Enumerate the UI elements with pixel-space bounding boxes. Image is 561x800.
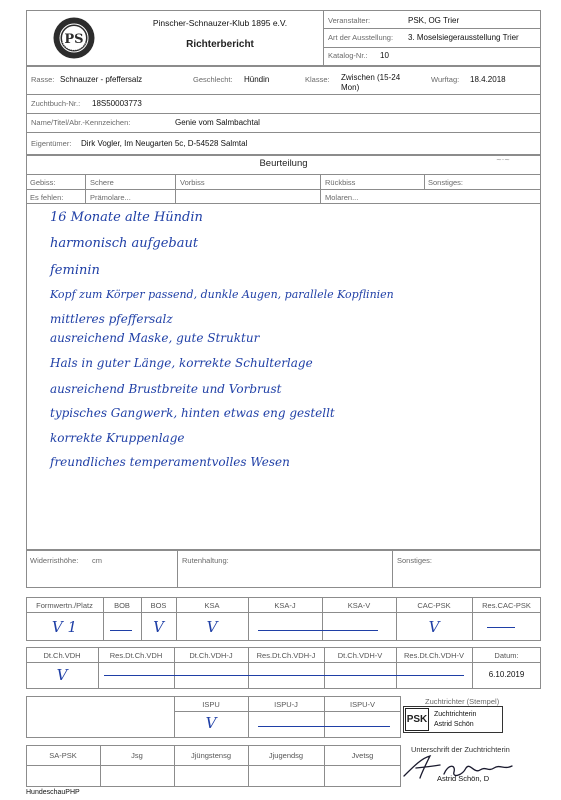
- eigentuemer-label: Eigentümer:: [31, 139, 72, 148]
- sonstiges-label: Sonstiges:: [428, 178, 464, 187]
- stamp-line-1: Zuchtrichterin: [434, 711, 477, 718]
- col-header-dt-ch-vdh-j: Dt.Ch.VDH-J: [189, 651, 233, 660]
- svg-text:PS: PS: [64, 32, 84, 47]
- gebiss-label: Gebiss:: [30, 178, 56, 187]
- col-header-ispu-v: ISPU-V: [349, 700, 375, 709]
- mark-ispu-dash: [258, 726, 390, 727]
- col-header-res-cac-psk: Res.CAC-PSK: [482, 601, 531, 610]
- col-header-jsg: Jsg: [131, 751, 143, 760]
- widerrist-label: Widerristhöhe:: [30, 556, 79, 565]
- vorbiss-label: Vorbiss: [180, 178, 205, 187]
- evaluation-line: Hals in guter Länge, korrekte Schulterlage: [50, 356, 313, 370]
- klasse-value-line2: Mon): [341, 83, 360, 92]
- mark-ispu: V: [205, 714, 217, 732]
- mark-formwert: V 1: [51, 618, 78, 636]
- stamp-line-2: Astrid Schön: [434, 721, 474, 728]
- evaluation-line: ausreichend Maske, gute Struktur: [50, 331, 260, 345]
- col-header-ispu-j: ISPU-J: [274, 700, 298, 709]
- col-header-bos: BOS: [150, 601, 167, 610]
- signature-name: Astrid Schön, D: [437, 774, 490, 783]
- col-header-jjuengstensg: Jjüngstensg: [190, 751, 232, 760]
- col-header-bob: BOB: [114, 601, 130, 610]
- col-header-jvetsg: Jvetsg: [351, 751, 374, 760]
- document-title: Richterbericht: [186, 39, 254, 50]
- signature-label: Unterschrift der Zuchtrichterin: [411, 745, 510, 754]
- mark-row2-dash: [104, 675, 464, 676]
- wurftag-label: Wurftag:: [431, 75, 460, 84]
- geschlecht-label: Geschlecht:: [193, 75, 233, 84]
- col-header-sa-psk: SA-PSK: [49, 751, 77, 760]
- rutenhaltung-label: Rutenhaltung:: [182, 556, 229, 565]
- mark-ksa: V: [206, 618, 218, 636]
- mark-cac-psk: V: [428, 618, 440, 636]
- ausstellung-label: Art der Ausstellung:: [328, 33, 394, 42]
- evaluation-line: mittleres pfeffersalz: [50, 312, 173, 326]
- schere-label: Schere: [90, 178, 114, 187]
- col-header-dt-ch-vdh: Dt.Ch.VDH: [43, 651, 81, 660]
- veranstalter-value: PSK, OG Trier: [408, 16, 460, 25]
- margin-scribble: ~·~: [496, 156, 510, 164]
- evaluation-line: typisches Gangwerk, hinten etwas eng gestellt: [50, 406, 335, 420]
- name-label: Name/Titel/Abr.-Kennzeichen:: [31, 118, 131, 127]
- col-header-res-dt-ch-vdh-v: Res.Dt.Ch.VDH-V: [403, 651, 464, 660]
- col-header-ksa-j: KSA-J: [274, 601, 296, 610]
- evaluation-line: ausreichend Brustbreite und Vorbrust: [50, 382, 282, 396]
- datum-value: 6.10.2019: [488, 670, 525, 679]
- rueckbiss-label: Rückbiss: [325, 178, 356, 187]
- praemolare-label: Prämolare...: [90, 193, 131, 202]
- cm-label: cm: [92, 556, 102, 565]
- club-logo-icon: [52, 16, 96, 60]
- mark-bob-dash: [110, 630, 132, 631]
- rasse-value: Schnauzer - pfeffersalz: [60, 75, 143, 84]
- mark-ksa-j-dash: [258, 630, 378, 631]
- evaluation-line: korrekte Kruppenlage: [50, 431, 185, 445]
- veranstalter-label: Veranstalter:: [328, 16, 371, 25]
- mark-res-cac-dash: [487, 627, 515, 628]
- stamp-logo: PSK: [405, 708, 429, 731]
- col-header-datum: Datum:: [494, 651, 519, 660]
- klasse-label: Klasse:: [305, 75, 330, 84]
- evaluation-line: Kopf zum Körper passend, dunkle Augen, parallele Kopflinien: [50, 288, 394, 301]
- evaluation-line: feminin: [50, 263, 100, 278]
- col-header-dt-ch-vdh-v: Dt.Ch.VDH-V: [337, 651, 383, 660]
- eigentuemer-value: Dirk Vogler, Im Neugarten 5c, D-54528 Salmtal: [81, 139, 248, 148]
- katalog-label: Katalog-Nr.:: [328, 51, 368, 60]
- katalog-value: 10: [380, 51, 389, 60]
- geschlecht-value: Hündin: [244, 75, 270, 84]
- zuchtbuch-label: Zuchtbuch-Nr.:: [31, 99, 81, 108]
- col-header-res-dt-ch-vdh-j: Res.Dt.Ch.VDH-J: [256, 651, 316, 660]
- col-header-cac-psk: CAC-PSK: [417, 601, 451, 610]
- col-header-jjugendsg: Jjugendsg: [268, 751, 304, 760]
- name-value: Genie vom Salmbachtal: [175, 118, 260, 127]
- evaluation-line: freundliches temperamentvolles Wesen: [50, 455, 290, 469]
- col-header-ksa-v: KSA-V: [347, 601, 371, 610]
- measures-sonstiges-label: Sonstiges:: [397, 556, 433, 565]
- rasse-label: Rasse:: [31, 75, 55, 84]
- es-fehlen-label: Es fehlen:: [30, 193, 64, 202]
- mark-dt-ch-vdh: V: [56, 666, 68, 684]
- measures-box: [26, 550, 541, 588]
- ausstellung-value: 3. Moselsiegerausstellung Trier: [408, 33, 519, 42]
- evaluation-line: 16 Monate alte Hündin: [50, 210, 203, 225]
- klasse-value-line1: Zwischen (15-24: [341, 73, 401, 82]
- footer-text: HundeschauPHP: [26, 789, 80, 796]
- col-header-res-dt-ch-vdh: Res.Dt.Ch.VDH: [109, 651, 163, 660]
- col-header-formwert: Formwertn./Platz: [36, 601, 93, 610]
- col-header-ksa: KSA: [204, 601, 220, 610]
- wurftag-value: 18.4.2018: [470, 75, 506, 84]
- mark-bos: V: [153, 618, 164, 636]
- beurteilung-title: Beurteilung: [259, 158, 308, 169]
- col-header-ispu: ISPU: [202, 700, 220, 709]
- club-name: Pinscher-Schnauzer-Klub 1895 e.V.: [152, 18, 288, 28]
- molaren-label: Molaren...: [325, 193, 359, 202]
- evaluation-line: harmonisch aufgebaut: [50, 236, 199, 251]
- zuchtrichter-label: Zuchtrichter (Stempel): [425, 697, 500, 706]
- zuchtbuch-value: 18S50003773: [92, 99, 142, 108]
